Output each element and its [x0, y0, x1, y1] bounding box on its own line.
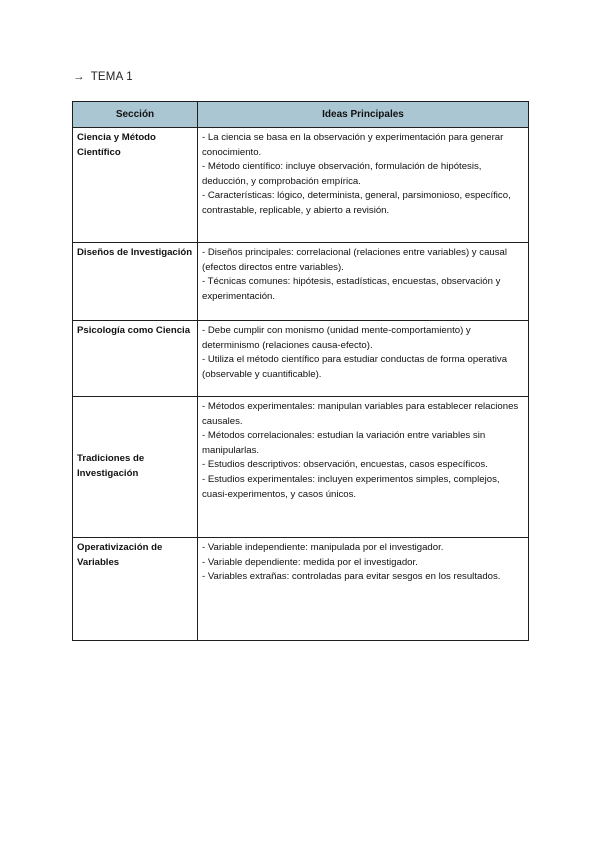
- summary-table: [72, 101, 529, 641]
- idea-line: - Método científico: incluye observación, formulación de hipótesis, deducción, y comprobación empírica.: [202, 161, 482, 187]
- table-row: [73, 243, 529, 321]
- idea-line: - Métodos experimentales: manipulan variables para establecer relaciones causales.: [202, 401, 519, 427]
- ideas-cell: [198, 128, 529, 243]
- section-cell: [73, 538, 198, 641]
- ideas-cell: [198, 538, 529, 641]
- section-label: Psicología como Ciencia: [77, 325, 191, 336]
- header-section: Sección: [73, 102, 198, 128]
- table-row: [73, 321, 529, 397]
- idea-line: - Debe cumplir con monismo (unidad mente-comportamiento) y determinismo (relaciones causa-efecto).: [202, 325, 471, 351]
- section-cell: [73, 243, 198, 321]
- table-row: [73, 397, 529, 538]
- topic-title: TEMA 1: [90, 71, 133, 83]
- idea-line: - Características: lógico, determinista, general, parsimonioso, específico, contrastable, replicable, y abierto a revisión.: [202, 190, 511, 216]
- table-header-row: [73, 102, 529, 128]
- table-row: [73, 538, 529, 641]
- idea-line: - Estudios experimentales: incluyen experimentos simples, complejos, cuasi-experimentos, y casos únicos.: [202, 473, 500, 500]
- arrow-right-icon: →: [73, 71, 85, 83]
- ideas-cell: [198, 397, 529, 538]
- idea-line: - Variable dependiente: medida por el investigador.: [202, 556, 418, 568]
- idea-line: - Estudios descriptivos: observación, encuestas, casos específicos.: [202, 459, 488, 471]
- idea-line: - Técnicas comunes: hipótesis, estadísticas, encuestas, observación y experimentación.: [202, 276, 501, 302]
- section-label: Tradiciones de Investigación: [77, 452, 145, 479]
- ideas-cell: [198, 321, 529, 397]
- idea-line: - Métodos correlacionales: estudian la variación entre variables sin manipularlas.: [202, 430, 486, 456]
- section-cell: [73, 321, 198, 397]
- section-label: Operativización de Variables: [77, 542, 163, 568]
- idea-line: - Utiliza el método científico para estudiar conductas de forma operativa (observable y cuantificable).: [202, 354, 508, 380]
- header-main-ideas: Ideas Principales: [198, 102, 529, 128]
- section-label: Diseños de Investigación: [77, 247, 193, 258]
- ideas-cell: [198, 243, 529, 321]
- idea-line: - La ciencia se basa en la observación y experimentación para generar conocimiento.: [202, 132, 504, 158]
- idea-line: - Diseños principales: correlacional (relaciones entre variables) y causal (efectos directos entre variables).: [202, 247, 508, 273]
- section-cell: [73, 397, 198, 538]
- section-cell: [73, 128, 198, 243]
- idea-line: - Variable independiente: manipulada por el investigador.: [202, 542, 444, 553]
- table-row: [73, 128, 529, 243]
- section-label: Ciencia y Método Científico: [77, 132, 156, 158]
- idea-line: - Variables extrañas: controladas para evitar sesgos en los resultados.: [202, 571, 501, 583]
- topic-heading: [73, 71, 133, 83]
